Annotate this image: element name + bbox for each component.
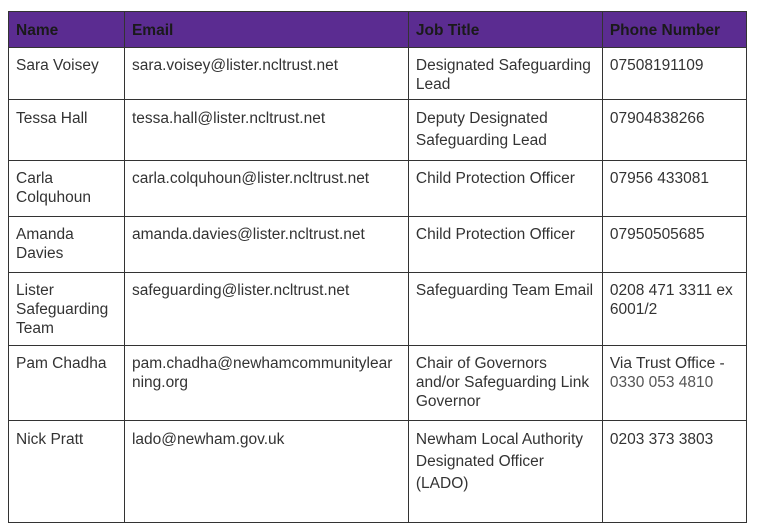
cell-job-title: Designated Safeguarding Lead — [408, 48, 602, 100]
cell-phone: 07904838266 — [602, 100, 746, 161]
cell-name: Nick Pratt — [9, 421, 125, 523]
cell-phone: 0203 373 3803 — [602, 421, 746, 523]
header-name: Name — [9, 12, 125, 48]
cell-job-title: Child Protection Officer — [408, 217, 602, 273]
cell-job-title: Safeguarding Team Email — [408, 273, 602, 346]
cell-name: Sara Voisey — [9, 48, 125, 100]
cell-email: lado@newham.gov.uk — [124, 421, 408, 523]
table-row — [9, 161, 747, 217]
cell-name: Carla Colquhoun — [9, 161, 125, 217]
cell-name: Lister Safeguarding Team — [9, 273, 125, 346]
cell-job-title: Newham Local Authority Designated Officer (LADO) — [408, 421, 602, 523]
cell-job-title: Deputy Designated Safeguarding Lead — [408, 100, 602, 161]
cell-email: pam.chadha@newhamcommunitylearning.org — [124, 346, 408, 421]
table-row — [9, 217, 747, 273]
header-phone-number: Phone Number — [602, 12, 746, 48]
table-row — [9, 48, 747, 100]
table-header-row — [9, 12, 747, 48]
table-row — [9, 421, 747, 523]
table-row — [9, 273, 747, 346]
cell-phone: 07950505685 — [602, 217, 746, 273]
header-email: Email — [124, 12, 408, 48]
cell-email: amanda.davies@lister.ncltrust.net — [124, 217, 408, 273]
phone-value: 0330 053 4810 — [609, 374, 714, 391]
phone-prefix: Via Trust Office - — [609, 355, 725, 372]
cell-email: safeguarding@lister.ncltrust.net — [124, 273, 408, 346]
cell-email: tessa.hall@lister.ncltrust.net — [124, 100, 408, 161]
cell-email: carla.colquhoun@lister.ncltrust.net — [124, 161, 408, 217]
cell-name: Amanda Davies — [9, 217, 125, 273]
cell-email: sara.voisey@lister.ncltrust.net — [124, 48, 408, 100]
table-row — [9, 346, 747, 421]
cell-job-title: Child Protection Officer — [408, 161, 602, 217]
cell-phone: 0208 471 3311 ex 6001/2 — [602, 273, 746, 346]
cell-name: Tessa Hall — [9, 100, 125, 161]
cell-job-title: Chair of Governors and/or Safeguarding Link Governor — [408, 346, 602, 421]
cell-phone: 07508191109 — [602, 48, 746, 100]
contacts-table — [8, 11, 747, 523]
cell-phone — [602, 346, 746, 421]
table-row — [9, 100, 747, 161]
cell-name: Pam Chadha — [9, 346, 125, 421]
cell-phone: 07956 433081 — [602, 161, 746, 217]
header-job-title: Job Title — [408, 12, 602, 48]
